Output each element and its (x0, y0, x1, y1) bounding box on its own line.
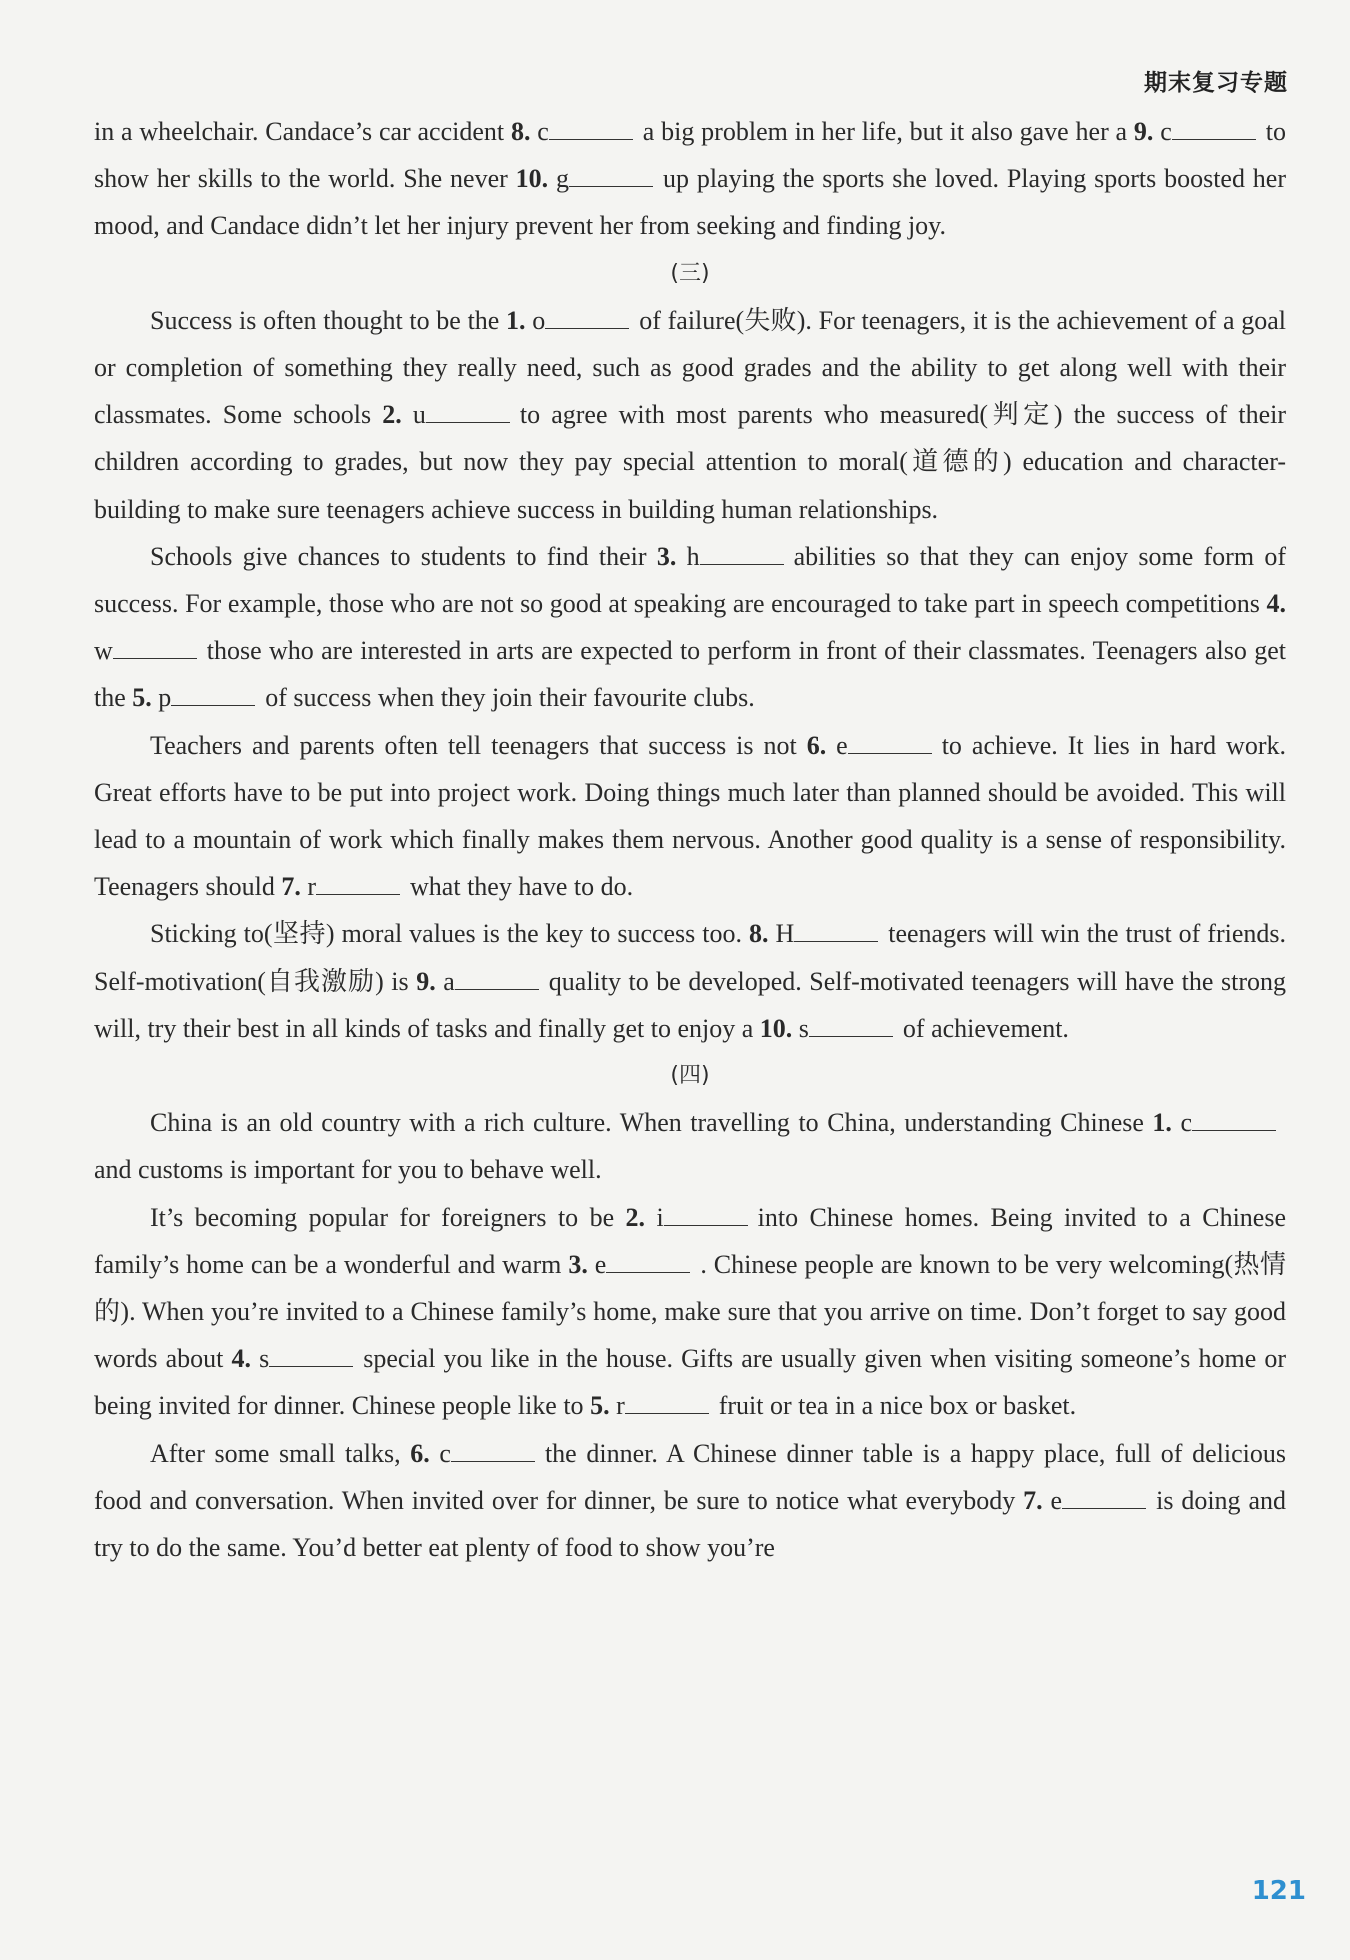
paragraph (94, 297, 1286, 533)
answer-blank[interactable] (700, 542, 784, 565)
passage-text: up playing the sports she loved. Playing sports boosted her mood, and Candace didn’t let her injury prevent her from seeking and finding joy. (94, 164, 1287, 241)
question-number: 5. (132, 683, 152, 713)
passage-text: u (401, 400, 426, 430)
paragraph (94, 1194, 1286, 1430)
answer-blank[interactable] (1192, 1108, 1276, 1131)
question-number: 6. (410, 1438, 430, 1468)
answer-blank[interactable] (664, 1203, 748, 1226)
passage-text: quality to be developed. Self-motivated teenagers will have the strong will, try their best in all kinds of tasks and finally get to enjoy a (94, 966, 1286, 1043)
passage-text: h (676, 541, 700, 571)
passage-text: . Chinese people are known to be very welcoming(热情的). When you’re invited to a Chinese family’s home, make sure that you arrive on time. Don’t forget to say good words about (94, 1249, 1287, 1374)
answer-blank[interactable] (549, 117, 633, 140)
question-number: 2. (382, 400, 402, 430)
paragraph (94, 1099, 1286, 1193)
question-number: 8. (748, 919, 769, 949)
page-content (94, 108, 1286, 1571)
passage-text: Sticking to(坚持) moral values is the key to success too. (150, 919, 749, 949)
passage-text: and customs is important for you to behave well. (94, 1155, 602, 1185)
passage-text: c (1153, 117, 1172, 146)
answer-blank[interactable] (451, 1439, 535, 1462)
passage-text: to agree with most parents who measured(判定) the success of their children according to grades, but now they pay special attention to moral(道德的) education and character-building to make sure teenagers achieve success in building human relationships. (94, 400, 1286, 524)
question-number: 4. (1266, 589, 1286, 619)
paragraph (94, 1430, 1286, 1572)
answer-blank[interactable] (455, 967, 539, 990)
passage-text: fruit or tea in a nice box or basket. (718, 1391, 1077, 1421)
section-title: (三) (670, 260, 710, 286)
passage-text: After some small talks, (150, 1438, 411, 1468)
passage-text: Success is often thought to be the (150, 305, 507, 335)
passage-text: c (1171, 1108, 1192, 1138)
answer-blank[interactable] (316, 872, 400, 895)
answer-blank[interactable] (794, 919, 878, 942)
question-number: 10. (515, 164, 549, 194)
question-number: 4. (231, 1344, 252, 1374)
passage-text: in a wheelchair. Candace’s car accident (94, 117, 511, 146)
question-number: 5. (590, 1391, 610, 1421)
page-header-title: 期末复习专题 (1144, 70, 1288, 96)
question-number: 10. (759, 1013, 793, 1043)
passage-text: p (151, 683, 172, 713)
passage-text: e (826, 730, 848, 760)
passage-text: those who are interested in arts are expected to perform in front of their classmates. Teenagers also get the (94, 636, 1286, 713)
paragraph (94, 108, 1286, 250)
answer-blank[interactable] (113, 636, 197, 659)
question-number: 7. (1023, 1485, 1043, 1515)
passage-text: i (645, 1202, 664, 1232)
answer-blank[interactable] (848, 731, 932, 754)
passage-text: into Chinese homes. Being invited to a Chinese family’s home can be a wonderful and warm (94, 1202, 1286, 1279)
passage-text: to achieve. It lies in hard work. Great efforts have to be put into project work. Doing things much later than planned should be avoided. This will lead to a mountain of work which finally makes them nervous. Another good quality is a sense of responsibility. Teenagers should (94, 730, 1286, 902)
answer-blank[interactable] (545, 306, 629, 329)
passage-text: of failure(失败). For teenagers, it is the achievement of a goal or completion of something they really need, such as good grades and the ability to get along well with their classmates. Some schools (94, 305, 1287, 430)
passage-text: r (609, 1391, 625, 1421)
passage-text: of success when they join their favourite clubs. (265, 683, 755, 713)
answer-blank[interactable] (809, 1014, 893, 1037)
answer-blank[interactable] (569, 164, 653, 187)
passage-text: e (1042, 1485, 1063, 1515)
passage-text: is doing and try to do the same. You’d better eat plenty of food to show you’re (94, 1485, 1286, 1563)
passage-text: a big problem in her life, but it also gave her a (642, 117, 1134, 146)
question-number: 6. (806, 730, 827, 760)
question-number: 9. (416, 966, 436, 996)
question-number: 8. (510, 117, 531, 146)
passage-text: w (94, 636, 113, 666)
passage-text: o (525, 305, 546, 335)
paragraph (94, 533, 1286, 722)
passage-text: H (768, 919, 795, 949)
passage-text: s (792, 1013, 809, 1043)
passage-text: It’s becoming popular for foreigners to be (150, 1202, 626, 1232)
passage-text: of achievement. (902, 1013, 1069, 1043)
question-number: 3. (568, 1249, 588, 1279)
answer-blank[interactable] (171, 683, 255, 706)
answer-blank[interactable] (625, 1391, 709, 1414)
answer-blank[interactable] (426, 400, 510, 423)
answer-blank[interactable] (1062, 1486, 1146, 1509)
passage-text: to show her skills to the world. She never (94, 117, 1286, 194)
paragraph (94, 910, 1286, 1052)
paragraph (94, 722, 1286, 911)
passage-text: e (587, 1249, 607, 1279)
question-number: 7. (281, 872, 301, 902)
passage-text: China is an old country with a rich culture. When travelling to China, understanding Chinese (150, 1108, 1153, 1138)
answer-blank[interactable] (269, 1344, 353, 1367)
passage-text: c (429, 1438, 451, 1468)
passage-text: c (530, 117, 549, 146)
passage-text: special you like in the house. Gifts are usually given when visiting someone’s home or being invited for dinner. Chinese people like to (94, 1344, 1286, 1421)
page-number: 121 (1251, 1876, 1306, 1906)
passage-text: Schools give chances to students to find their (150, 541, 657, 571)
section-title: (四) (670, 1063, 710, 1089)
passage-text: the dinner. A Chinese dinner table is a happy place, full of delicious food and conversation. When invited over for dinner, be sure to notice what everybody (94, 1438, 1286, 1515)
passage-text: what they have to do. (410, 872, 634, 902)
question-number: 1. (506, 305, 526, 335)
passage-text: s (251, 1344, 270, 1374)
passage-text: teenagers will win the trust of friends. Self-motivation(自我激励) is (94, 919, 1286, 996)
passage-text: abilities so that they can enjoy some form of success. For example, those who are not so good at speaking are encouraged to take part in speech competitions (94, 541, 1287, 619)
passage-text: r (300, 872, 317, 902)
passage-text: a (435, 966, 455, 996)
question-number: 2. (625, 1202, 646, 1232)
answer-blank[interactable] (606, 1250, 690, 1273)
question-number: 3. (656, 541, 677, 571)
question-number: 9. (1133, 117, 1154, 146)
answer-blank[interactable] (1172, 117, 1256, 140)
passage-text: g (548, 164, 569, 194)
passage-text: Teachers and parents often tell teenagers that success is not (150, 730, 807, 760)
question-number: 1. (1152, 1108, 1172, 1138)
